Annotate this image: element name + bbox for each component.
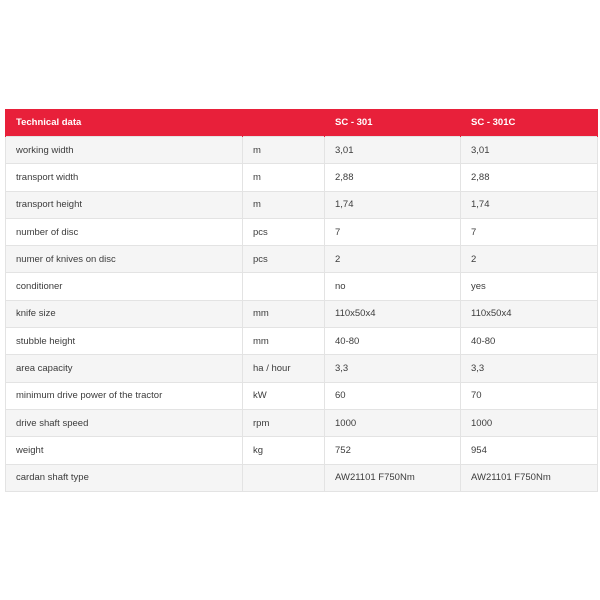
row-value-sc-301c: 3,3 [461,355,598,382]
table-row [6,191,598,218]
row-value-sc-301c: yes [461,273,598,300]
table-row [6,164,598,191]
row-unit: m [243,137,325,164]
row-unit: kW [243,382,325,409]
row-unit [243,464,325,491]
header-row [6,109,598,137]
row-value-sc-301: no [325,273,461,300]
table-row [6,409,598,436]
row-label: transport width [6,164,243,191]
row-value-sc-301: 2 [325,246,461,273]
table-row [6,382,598,409]
table-body [6,137,598,492]
row-value-sc-301: 7 [325,218,461,245]
row-unit: mm [243,300,325,327]
row-unit: mm [243,328,325,355]
row-label: cardan shaft type [6,464,243,491]
header-unit [243,109,325,137]
header-sc-301: SC - 301 [325,109,461,137]
table-row [6,273,598,300]
row-label: transport height [6,191,243,218]
row-value-sc-301c: 70 [461,382,598,409]
row-unit: pcs [243,246,325,273]
row-unit [243,273,325,300]
row-unit: m [243,164,325,191]
table-row [6,246,598,273]
row-value-sc-301c: 954 [461,437,598,464]
row-value-sc-301: 40-80 [325,328,461,355]
row-value-sc-301c: 1,74 [461,191,598,218]
table-header [6,109,598,137]
header-technical-data: Technical data [6,109,243,137]
table-row [6,137,598,164]
row-label: weight [6,437,243,464]
row-unit: ha / hour [243,355,325,382]
row-value-sc-301: 3,01 [325,137,461,164]
row-label: numer of knives on disc [6,246,243,273]
row-label: area capacity [6,355,243,382]
row-value-sc-301: 60 [325,382,461,409]
table-row [6,300,598,327]
row-value-sc-301c: 110x50x4 [461,300,598,327]
row-value-sc-301c: 1000 [461,409,598,436]
row-label: number of disc [6,218,243,245]
row-value-sc-301c: AW21101 F750Nm [461,464,598,491]
row-value-sc-301: 2,88 [325,164,461,191]
row-value-sc-301: 1,74 [325,191,461,218]
row-value-sc-301c: 2,88 [461,164,598,191]
row-value-sc-301c: 7 [461,218,598,245]
table-row [6,355,598,382]
table-row [6,218,598,245]
row-unit: pcs [243,218,325,245]
row-value-sc-301: 3,3 [325,355,461,382]
row-value-sc-301c: 3,01 [461,137,598,164]
row-unit: kg [243,437,325,464]
row-value-sc-301c: 40-80 [461,328,598,355]
row-label: stubble height [6,328,243,355]
row-label: working width [6,137,243,164]
row-unit: rpm [243,409,325,436]
technical-data-table [5,109,598,492]
row-value-sc-301: 1000 [325,409,461,436]
row-value-sc-301: 752 [325,437,461,464]
table-row [6,328,598,355]
table-row [6,464,598,491]
row-label: knife size [6,300,243,327]
row-label: conditioner [6,273,243,300]
row-label: drive shaft speed [6,409,243,436]
row-label: minimum drive power of the tractor [6,382,243,409]
table-row [6,437,598,464]
row-unit: m [243,191,325,218]
row-value-sc-301c: 2 [461,246,598,273]
row-value-sc-301: 110x50x4 [325,300,461,327]
technical-data-table-container [5,109,597,492]
row-value-sc-301: AW21101 F750Nm [325,464,461,491]
header-sc-301c: SC - 301C [461,109,598,137]
